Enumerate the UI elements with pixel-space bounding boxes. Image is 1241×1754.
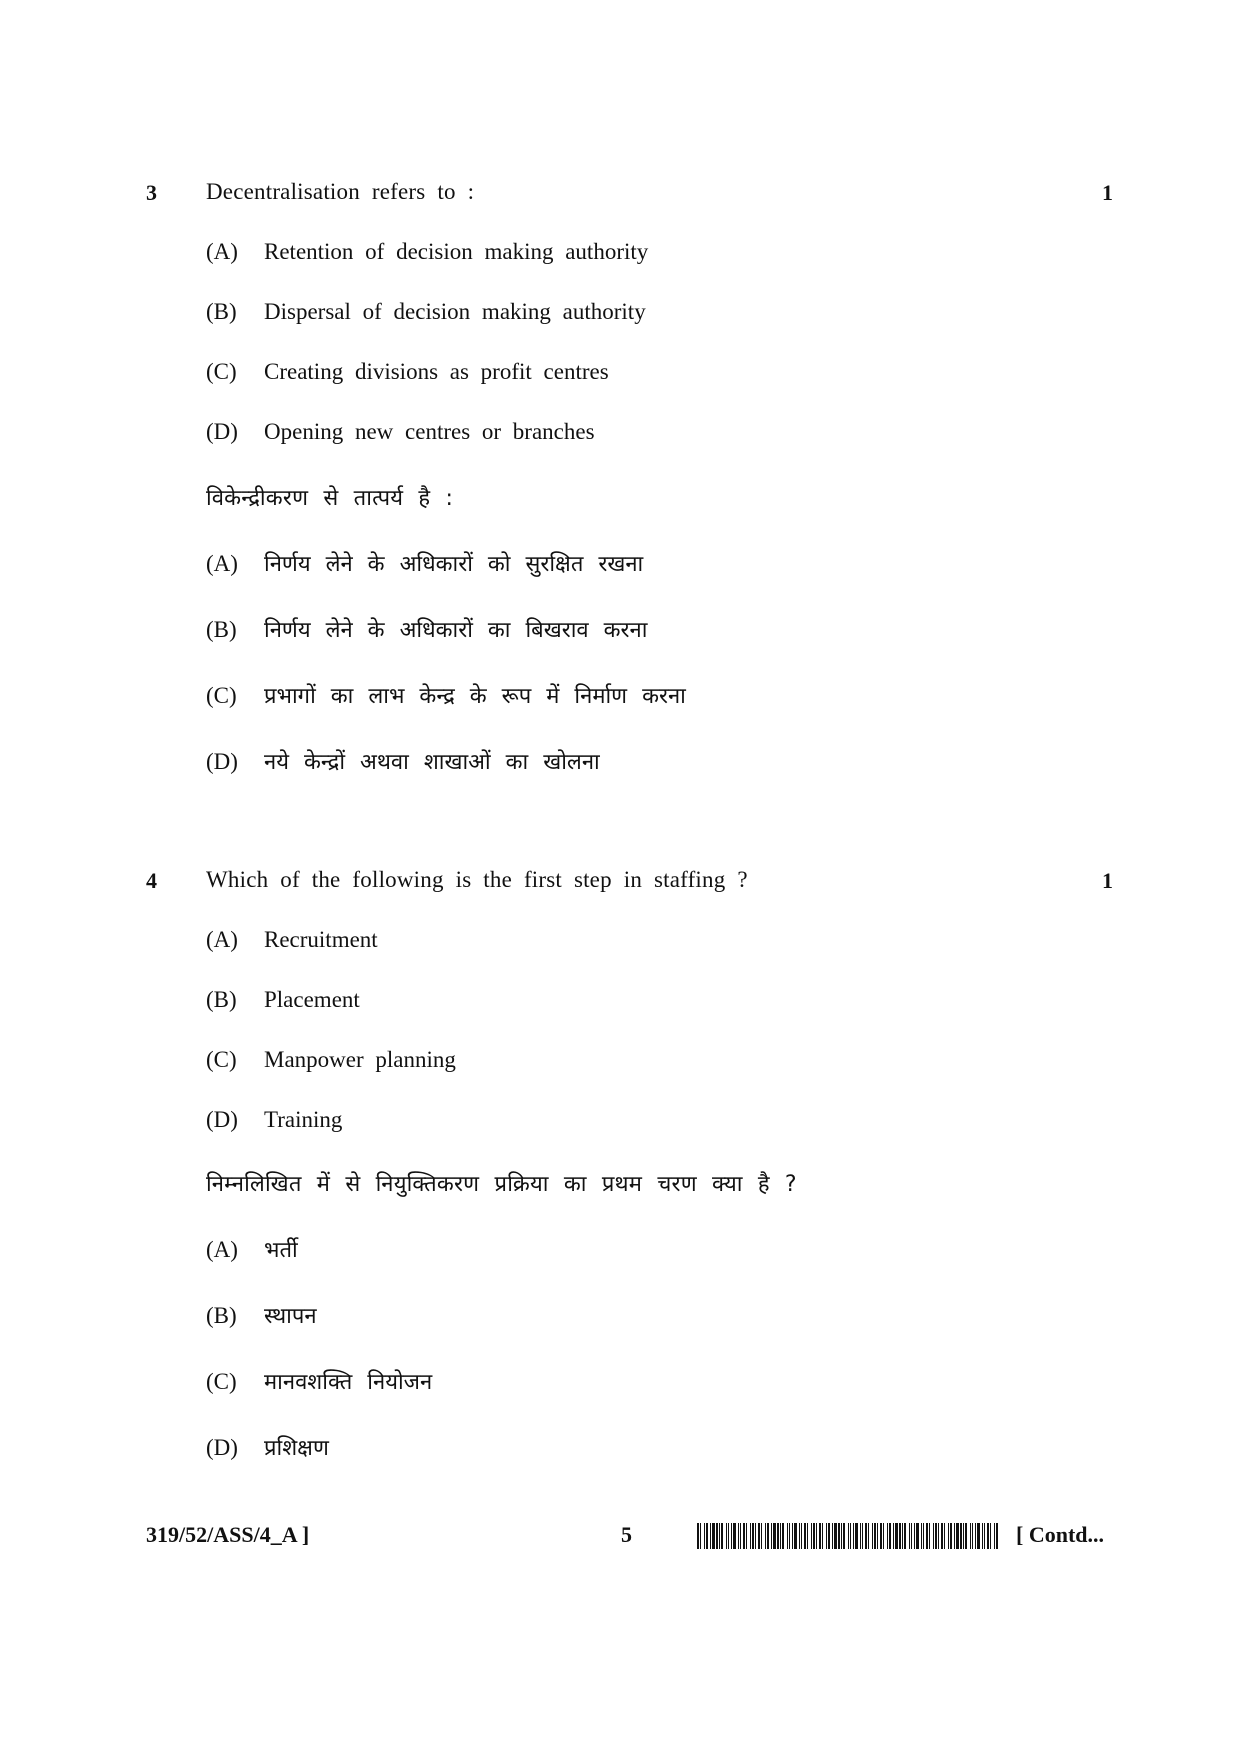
barcode-bar <box>987 1523 989 1549</box>
barcode-bar <box>860 1523 861 1549</box>
option-label: (A) <box>206 927 238 952</box>
barcode-bar <box>911 1523 912 1549</box>
barcode-bar <box>777 1523 779 1549</box>
contd-label: [ Contd... <box>1016 1522 1105 1547</box>
question-3-option-b-hi <box>206 614 647 644</box>
option-label: (C) <box>206 1047 237 1072</box>
barcode-bar <box>822 1523 823 1549</box>
option-text: प्रशिक्षण <box>264 1436 329 1461</box>
barcode-bar <box>794 1523 797 1549</box>
barcode-bar <box>944 1523 945 1549</box>
barcode-bar <box>977 1523 980 1549</box>
barcode-bar <box>773 1523 776 1549</box>
barcode-bar <box>880 1523 882 1549</box>
barcode-bar <box>712 1523 715 1549</box>
barcode-bar <box>865 1523 867 1549</box>
option-label: (A) <box>206 1237 238 1262</box>
option-text: नये केन्द्रों अथवा शाखाओं का खोलना <box>264 750 600 775</box>
option-label: (B) <box>206 987 237 1012</box>
barcode-bar <box>804 1523 806 1549</box>
barcode-bar <box>743 1523 745 1549</box>
barcode-bar <box>704 1523 705 1549</box>
barcode-bar <box>813 1523 815 1549</box>
question-3-option-c-en <box>206 359 609 385</box>
barcode-bar <box>990 1523 991 1549</box>
question-3-option-a-en <box>206 239 648 265</box>
barcode-bar <box>706 1523 708 1549</box>
barcode-bar <box>853 1523 854 1549</box>
option-text: Placement <box>264 987 360 1012</box>
question-4-text-hi: निम्नलिखित में से नियुक्तिकरण प्रक्रिया का प्रथम चरण क्या है ? <box>206 1172 797 1197</box>
question-3-option-b-en <box>206 299 646 325</box>
barcode-bar <box>733 1523 736 1549</box>
barcode-bar <box>746 1523 747 1549</box>
question-4-option-b-en <box>206 987 360 1013</box>
barcode-bar <box>963 1523 964 1549</box>
barcode-bar <box>828 1523 830 1549</box>
option-text: Training <box>264 1107 343 1132</box>
barcode-bar <box>889 1523 891 1549</box>
question-3-number: 3 <box>146 180 157 205</box>
barcode-bar <box>782 1523 784 1549</box>
option-text: Opening new centres or branches <box>264 419 595 444</box>
barcode-bar <box>758 1523 760 1549</box>
option-text: Manpower planning <box>264 1047 456 1072</box>
barcode-bar <box>832 1523 833 1549</box>
barcode-bar <box>811 1523 812 1549</box>
barcode-bar <box>956 1523 959 1549</box>
option-label: (C) <box>206 683 237 708</box>
option-text: भर्ती <box>264 1238 298 1263</box>
question-4-number: 4 <box>146 868 157 893</box>
barcode-bar <box>970 1523 971 1549</box>
barcode-bar <box>895 1523 898 1549</box>
barcode-bar <box>850 1523 851 1549</box>
barcode-bar <box>752 1523 754 1549</box>
barcode-bar <box>834 1523 837 1549</box>
barcode-bar <box>887 1523 888 1549</box>
barcode-bar <box>731 1523 732 1549</box>
page-number: 5 <box>621 1522 632 1547</box>
barcode-bar <box>738 1523 739 1549</box>
option-label: (B) <box>206 1303 237 1328</box>
option-text: निर्णय लेने के अधिकारों का बिखराव करना <box>264 618 648 643</box>
barcode-bar <box>700 1523 701 1549</box>
barcode-bar <box>904 1523 906 1549</box>
barcode-bar <box>965 1523 967 1549</box>
barcode-bar <box>938 1523 939 1549</box>
barcode-bar <box>862 1523 863 1549</box>
option-label: (D) <box>206 1435 238 1460</box>
barcode-bar <box>841 1523 842 1549</box>
barcode-bar <box>975 1523 976 1549</box>
question-3-option-d-en <box>206 419 595 445</box>
barcode-bar <box>950 1523 952 1549</box>
question-4-text-en: Which of the following is the first step in staffing ? <box>206 867 748 892</box>
barcode-bar <box>765 1523 766 1549</box>
option-label: (B) <box>206 299 237 324</box>
barcode-bar <box>941 1523 943 1549</box>
option-text: मानवशक्ति नियोजन <box>264 1370 433 1395</box>
barcode-bar <box>761 1523 762 1549</box>
barcode-bar <box>960 1523 962 1549</box>
barcode-bar <box>872 1523 873 1549</box>
option-text: निर्णय लेने के अधिकारों को सुरक्षित रखना <box>264 552 644 577</box>
question-3-option-c-hi <box>206 680 686 710</box>
barcode-bar <box>914 1523 915 1549</box>
barcode-bar <box>792 1523 793 1549</box>
question-3-marks: 1 <box>1102 180 1113 205</box>
barcode-bar <box>909 1523 910 1549</box>
barcode-bar <box>994 1523 995 1549</box>
question-3-option-d-hi <box>206 746 600 776</box>
barcode-bar <box>899 1523 901 1549</box>
option-label: (A) <box>206 551 238 576</box>
barcode-bar <box>843 1523 845 1549</box>
option-text: Dispersal of decision making authority <box>264 299 646 324</box>
barcode-bar <box>799 1523 800 1549</box>
option-label: (B) <box>206 617 237 642</box>
barcode-bar <box>996 1523 998 1549</box>
option-label: (C) <box>206 359 237 384</box>
barcode-bar <box>893 1523 894 1549</box>
barcode-bar <box>826 1523 827 1549</box>
question-4-option-c-en <box>206 1047 456 1073</box>
option-label: (A) <box>206 239 238 264</box>
barcode-bar <box>719 1523 720 1549</box>
option-text: प्रभागों का लाभ केन्द्र के रूप में निर्माण करना <box>264 684 686 709</box>
question-3-option-a-hi <box>206 548 643 578</box>
question-3-text-en: Decentralisation refers to : <box>206 179 475 204</box>
barcode-bar <box>933 1523 934 1549</box>
barcode-bar <box>750 1523 751 1549</box>
barcode-bar <box>877 1523 878 1549</box>
option-text: Retention of decision making authority <box>264 239 649 264</box>
barcode-bar <box>874 1523 876 1549</box>
paper-code: 319/52/ASS/4_A ] <box>146 1522 310 1547</box>
option-label: (D) <box>206 419 238 444</box>
option-text: Recruitment <box>264 927 378 952</box>
option-label: (C) <box>206 1369 237 1394</box>
barcode-bar <box>948 1523 949 1549</box>
barcode-bar <box>740 1523 741 1549</box>
question-3-text-hi: विकेन्द्रीकरण से तात्पर्य है : <box>206 486 454 511</box>
barcode-bar <box>855 1523 858 1549</box>
barcode-bar <box>721 1523 723 1549</box>
barcode-bar <box>921 1523 922 1549</box>
barcode-bar <box>726 1523 727 1549</box>
option-text: स्थापन <box>264 1304 317 1329</box>
question-4-marks: 1 <box>1102 868 1113 893</box>
question-4-option-c-hi <box>206 1366 432 1396</box>
option-label: (D) <box>206 1107 238 1132</box>
barcode-bar <box>838 1523 840 1549</box>
barcode-bar <box>710 1523 711 1549</box>
barcode-bar <box>787 1523 788 1549</box>
barcode-bar <box>807 1523 808 1549</box>
barcode-bar <box>801 1523 802 1549</box>
barcode-bar <box>728 1523 729 1549</box>
question-4-option-a-hi <box>206 1234 298 1264</box>
barcode-bar <box>819 1523 821 1549</box>
question-4-option-d-en <box>206 1107 342 1133</box>
barcode-bar <box>771 1523 772 1549</box>
barcode-icon <box>697 1523 999 1549</box>
question-4-option-b-hi <box>206 1300 317 1330</box>
barcode-bar <box>883 1523 884 1549</box>
barcode-bar <box>926 1523 928 1549</box>
barcode-bar <box>848 1523 849 1549</box>
option-label: (D) <box>206 749 238 774</box>
barcode-bar <box>916 1523 919 1549</box>
barcode-bar <box>816 1523 817 1549</box>
barcode-bar <box>789 1523 790 1549</box>
question-4-option-d-hi <box>206 1432 329 1462</box>
question-4-option-a-en <box>206 927 378 953</box>
barcode-bar <box>767 1523 769 1549</box>
barcode-bar <box>935 1523 937 1549</box>
barcode-bar <box>984 1523 985 1549</box>
barcode-bar <box>780 1523 781 1549</box>
barcode-bar <box>923 1523 924 1549</box>
barcode-bar <box>755 1523 756 1549</box>
barcode-bar <box>954 1523 955 1549</box>
barcode-bar <box>929 1523 930 1549</box>
barcode-bar <box>982 1523 983 1549</box>
barcode-bar <box>868 1523 869 1549</box>
barcode-bar <box>902 1523 903 1549</box>
barcode-bar <box>972 1523 973 1549</box>
barcode-bar <box>716 1523 718 1549</box>
barcode-bar <box>697 1523 699 1549</box>
option-text: Creating divisions as profit centres <box>264 359 609 384</box>
